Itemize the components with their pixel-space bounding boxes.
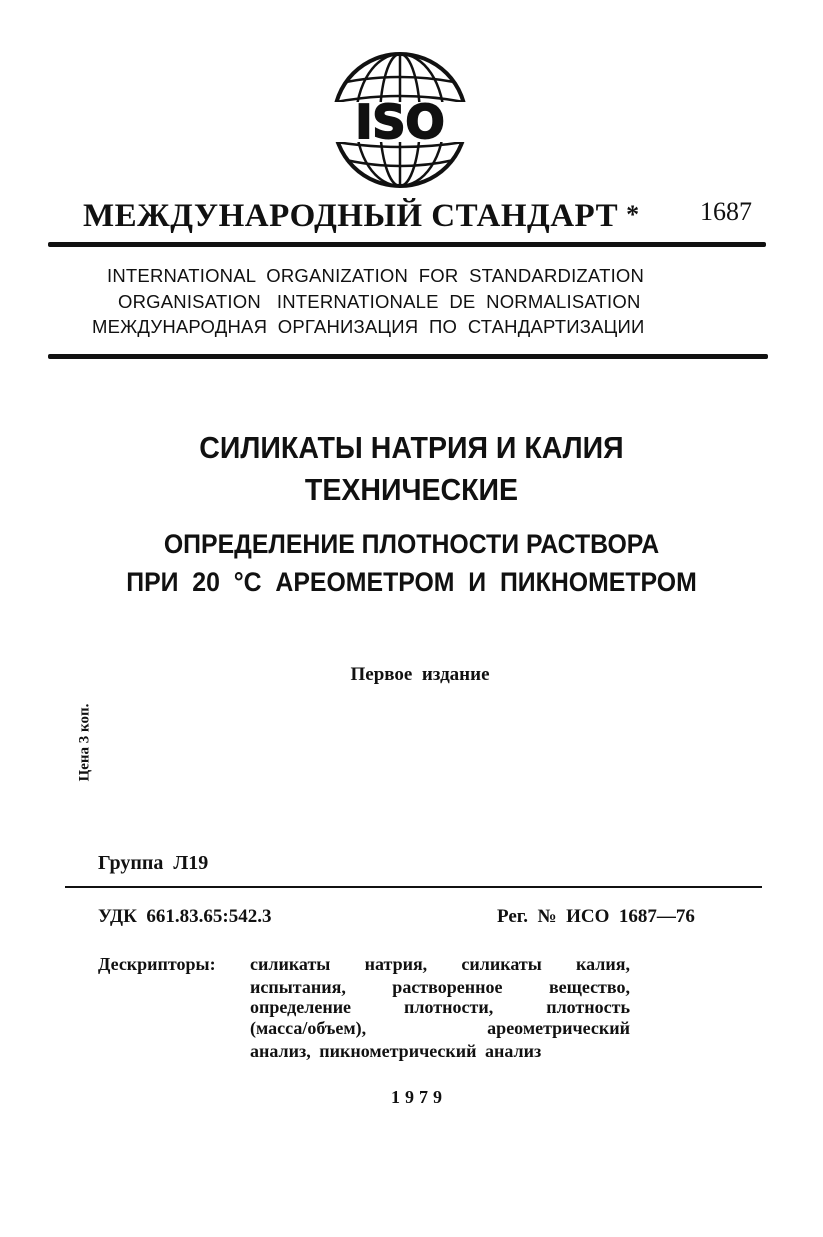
- udk-code: УДК 661.83.65:542.3: [98, 906, 272, 927]
- descriptor-line: силикаты натрия, силикаты калия,: [250, 954, 630, 974]
- document-title-line2: ТЕХНИЧЕСКИЕ: [304, 472, 519, 507]
- top-divider: [48, 242, 766, 247]
- price-label: Цена 3 коп.: [76, 703, 93, 782]
- asterisk-mark: *: [626, 200, 640, 229]
- standard-title: МЕЖДУНАРОДНЫЙ СТАНДАРТ *: [83, 198, 640, 234]
- descriptor-line: определение плотности, плотность: [250, 997, 630, 1017]
- document-subtitle-line2: ПРИ 20 °С АРЕОМЕТРОМ И ПИКНОМЕТРОМ: [126, 567, 697, 597]
- standard-number: 1687: [700, 197, 752, 226]
- publication-year: 1979: [391, 1087, 447, 1107]
- classification-divider: [65, 886, 762, 888]
- organization-divider: [48, 354, 768, 359]
- group-code: Группа Л19: [98, 852, 209, 874]
- descriptor-line: анализ, пикнометрический анализ: [250, 1041, 542, 1061]
- document-title-line1: СИЛИКАТЫ НАТРИЯ И КАЛИЯ: [199, 430, 624, 465]
- organization-name-fr: ORGANISATION INTERNATIONALE DE NORMALISATION: [118, 291, 641, 312]
- organization-name-ru: МЕЖДУНАРОДНАЯ ОРГАНИЗАЦИЯ ПО СТАНДАРТИЗАЦИИ: [92, 316, 645, 337]
- registration-number: Рег. № ИСО 1687—76: [497, 906, 695, 927]
- edition-label: Первое издание: [350, 664, 490, 685]
- descriptor-line: (масса/объем), ареометрический: [250, 1018, 630, 1038]
- descriptors-label: Дескрипторы:: [98, 954, 216, 974]
- descriptor-line: испытания, растворенное вещество,: [250, 977, 630, 997]
- organization-name-en: INTERNATIONAL ORGANIZATION FOR STANDARDIZATION: [107, 265, 645, 286]
- iso-globe-logo: [330, 50, 470, 190]
- logo-text: ISO: [355, 95, 445, 149]
- document-subtitle-line1: ОПРЕДЕЛЕНИЕ ПЛОТНОСТИ РАСТВОРА: [163, 529, 660, 559]
